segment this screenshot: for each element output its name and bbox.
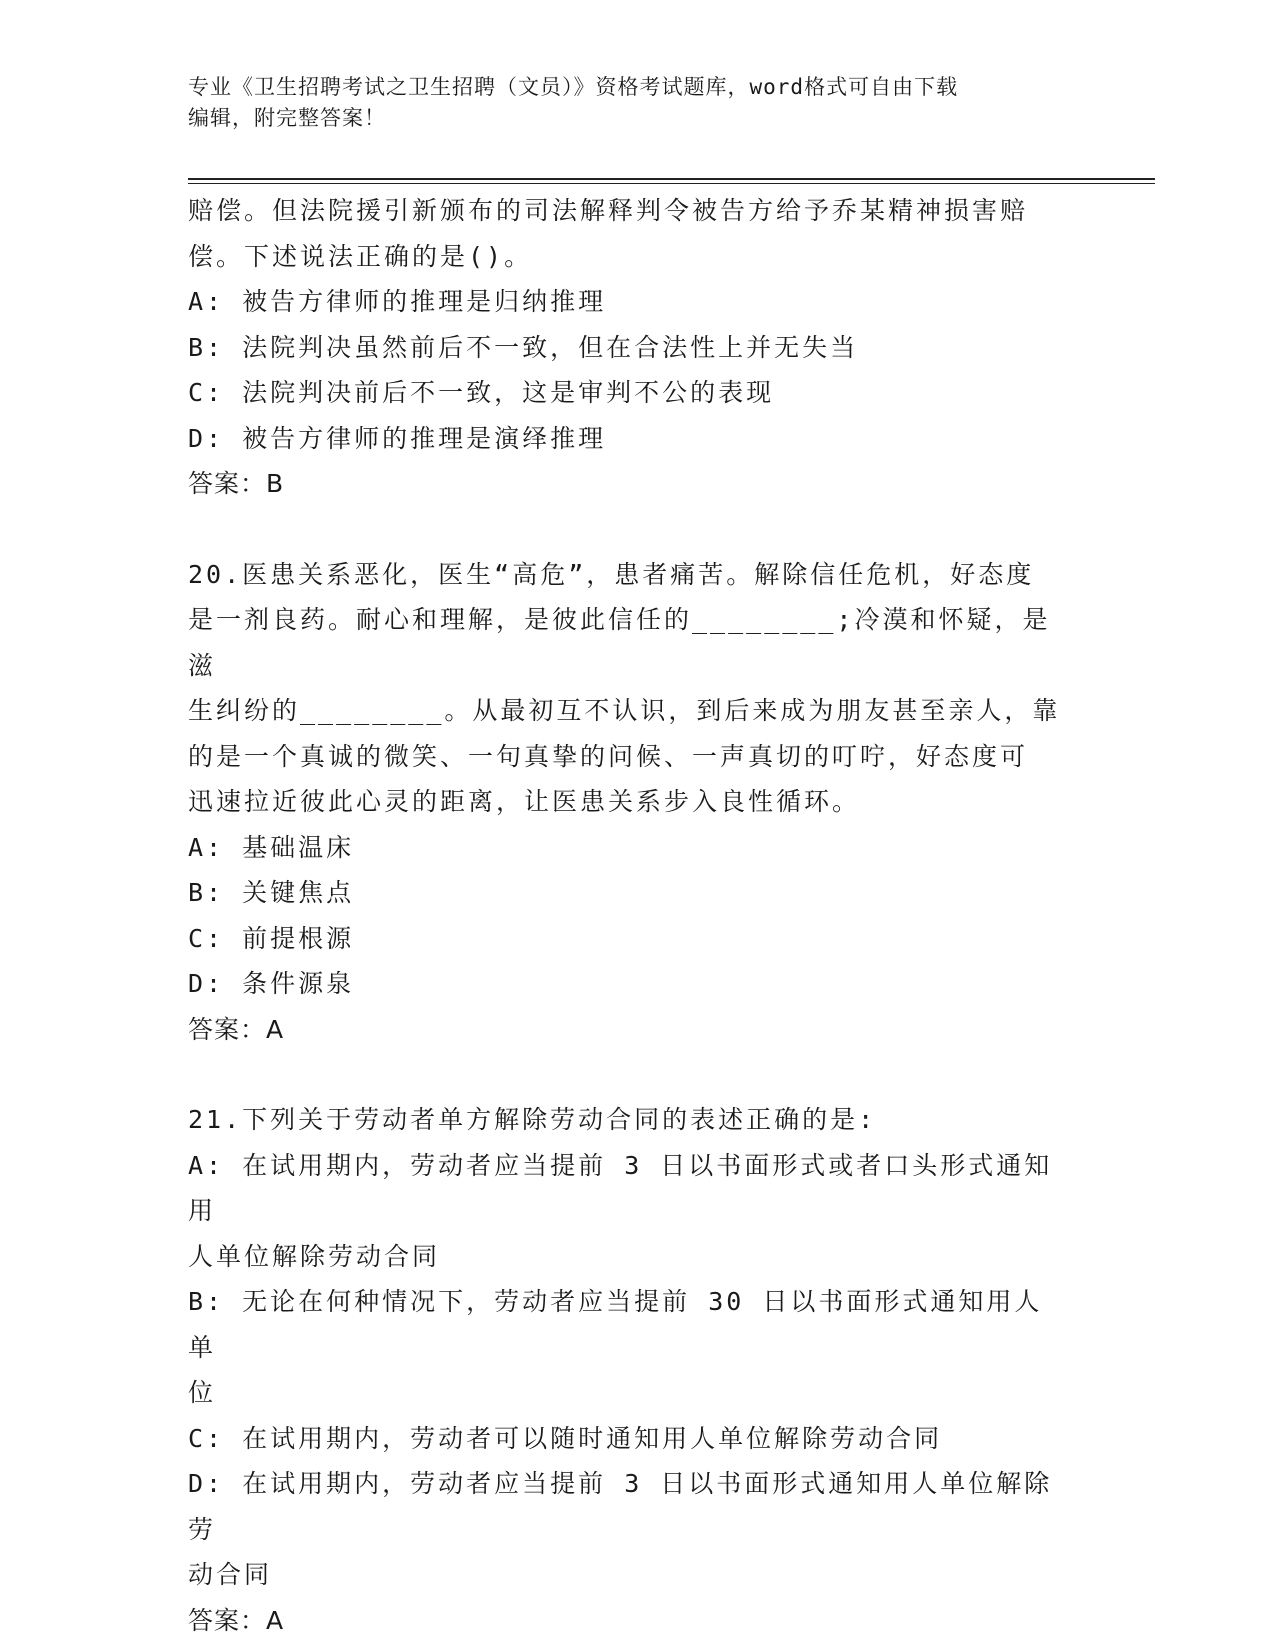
question-stem-line: 赔偿。但法院援引新颁布的司法解释判令被告方给予乔某精神损害赔 bbox=[188, 196, 1029, 225]
option-d: D: 被告方律师的推理是演绎推理 bbox=[188, 423, 607, 453]
question-spacer bbox=[188, 507, 1068, 552]
question-spacer bbox=[188, 1052, 1068, 1097]
option-b: B: 法院判决虽然前后不一致，但在合法性上并无失当 bbox=[188, 332, 859, 362]
question-stem-line: 20.医患关系恶化，医生“高危”，患者痛苦。解除信任危机，好态度 bbox=[188, 559, 1035, 589]
option-c: C: 法院判决前后不一致，这是审判不公的表现 bbox=[188, 378, 775, 407]
header-divider-thin bbox=[188, 183, 1155, 184]
page-header bbox=[188, 72, 1068, 134]
option-d: D: 条件源泉 bbox=[188, 969, 355, 998]
header-divider bbox=[188, 178, 1155, 180]
question-20 bbox=[188, 552, 1068, 1053]
question-stem-line: 迅速拉近彼此心灵的距离，让医患关系步入良性循环。 bbox=[188, 787, 861, 816]
option-c: C: 在试用期内，劳动者可以随时通知用人单位解除劳动合同 bbox=[188, 1423, 943, 1453]
header-title-line2: 编辑，附完整答案！ bbox=[188, 106, 386, 130]
question-stem-line: 偿。下述说法正确的是()。 bbox=[188, 241, 533, 271]
option-a: A: 被告方律师的推理是归纳推理 bbox=[188, 287, 607, 316]
option-b-continued: 位 bbox=[188, 1378, 217, 1407]
answer-line: 答案：A bbox=[188, 1014, 285, 1044]
option-b: B: 关键焦点 bbox=[188, 878, 355, 907]
document-body bbox=[188, 188, 1068, 1643]
option-c: C: 前提根源 bbox=[188, 923, 355, 953]
option-a: A: 基础温床 bbox=[188, 832, 355, 862]
question-stem-line: 是一剂良药。耐心和理解，是彼此信任的________;冷漠和怀疑，是滋 bbox=[188, 605, 1051, 680]
option-b: B: 无论在何种情况下，劳动者应当提前 30 日以书面形式通知用人单 bbox=[188, 1287, 1043, 1362]
question-stem-line: 的是一个真诚的微笑、一句真挚的问候、一声真切的叮咛，好态度可 bbox=[188, 741, 1029, 771]
option-a-continued: 人单位解除劳动合同 bbox=[188, 1241, 441, 1271]
question-19 bbox=[188, 188, 1068, 507]
question-stem-line: 生纠纷的________。从最初互不认识，到后来成为朋友甚至亲人，靠 bbox=[188, 696, 1061, 725]
header-title-line1: 专业《卫生招聘考试之卫生招聘（文员）》资格考试题库，word格式可自由下载 bbox=[188, 75, 959, 99]
question-21 bbox=[188, 1097, 1068, 1643]
question-stem-line: 21.下列关于劳动者单方解除劳动合同的表述正确的是: bbox=[188, 1105, 877, 1134]
option-a: A: 在试用期内，劳动者应当提前 3 日以书面形式或者口头形式通知用 bbox=[188, 1150, 1053, 1225]
answer-line: 答案：B bbox=[188, 469, 285, 498]
option-d-continued: 动合同 bbox=[188, 1560, 273, 1589]
option-d: D: 在试用期内，劳动者应当提前 3 日以书面形式通知用人单位解除劳 bbox=[188, 1469, 1053, 1544]
answer-line: 答案：A bbox=[188, 1605, 285, 1635]
